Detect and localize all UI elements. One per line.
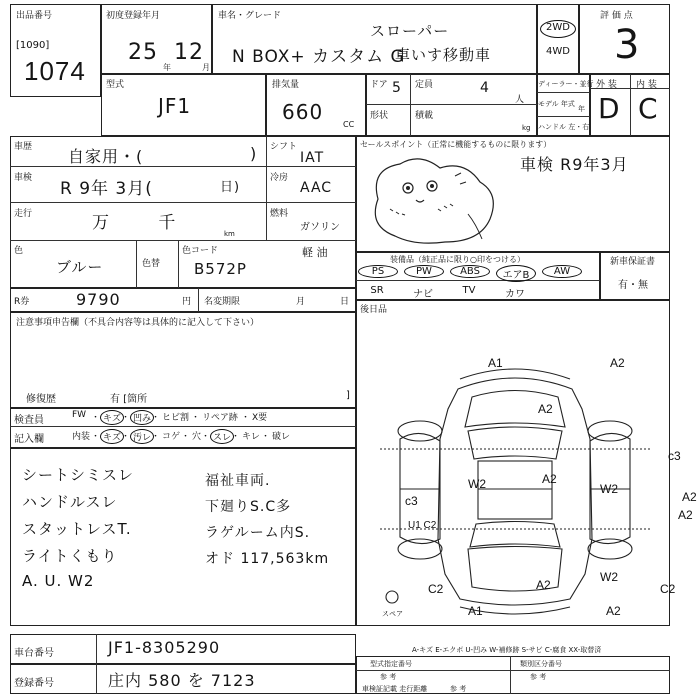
dealer-label: ディーラー・並行 — [538, 80, 594, 88]
notice-label: 注意事項申告欄（不具合内容等は具体的に記入して下さい） — [16, 318, 260, 328]
inspector-row2-item: キズ — [100, 429, 124, 444]
repair-value: 有 [箇所 — [110, 394, 148, 405]
mileage-value: 万 千 — [92, 213, 198, 233]
ref-label-2: 参 考 — [530, 673, 547, 681]
recycle-value: 9790 — [76, 290, 121, 309]
shaken-label: 車検 — [14, 173, 33, 183]
remark-line: 下廻りS.C多 — [205, 499, 292, 515]
remark-line: オド 117,563km — [205, 551, 330, 567]
equipment-option: SR — [370, 285, 384, 296]
inspector-row2-item: 穴 — [192, 432, 202, 442]
type-no-label: 型式指定番号 — [370, 660, 412, 668]
inspector-row1-separator: ・ — [191, 413, 201, 423]
diagram-mark-16: A2 — [606, 604, 621, 618]
inspector-row2-item: スレ — [210, 429, 234, 444]
inspector-row2-separator: ・ — [91, 432, 101, 442]
spare-label: スペア — [382, 610, 403, 618]
inspector-label2: 記入欄 — [14, 434, 44, 445]
capacity-unit: 人 — [515, 95, 525, 105]
inspector-row2-separator: ・ — [151, 432, 161, 442]
load-unit: kg — [522, 124, 531, 132]
first-reg-month-unit: 月 — [202, 63, 210, 72]
cert-label: 車検証記載 走行距離 — [362, 685, 428, 693]
cc-value: 660 — [282, 100, 324, 124]
diagram-mark-17: W2 — [600, 570, 618, 584]
type-value: JF1 — [158, 94, 192, 118]
equipment-option: ナビ — [413, 289, 433, 300]
shape-label: 形状 — [370, 111, 389, 121]
grade-label: 評 価 点 — [600, 11, 633, 21]
title-day: 日 — [340, 297, 350, 307]
color-label: 色 — [14, 246, 24, 256]
ext-label: 外 装 — [596, 80, 617, 90]
repaint-label: 色替 — [142, 259, 161, 269]
diagram-mark-9: U1 C2 — [408, 520, 437, 531]
ext-value: D — [598, 92, 621, 125]
inspector-row2-separator: ・ — [201, 432, 211, 442]
diagram-mark-13: C2 — [660, 582, 676, 596]
shaken-value: R 9年 3月( — [60, 179, 153, 199]
equipment-option: PS — [358, 265, 398, 278]
lot-number: 1074 — [24, 56, 86, 86]
equipment-option: AW — [542, 265, 582, 278]
inspector-row2-separator: ・ — [181, 432, 191, 442]
inspector-row2-separator: ・ — [261, 432, 271, 442]
chassis-label: 車台番号 — [14, 648, 54, 659]
load-label: 積載 — [415, 111, 434, 121]
model-year-label: モデル 年式 — [538, 100, 575, 108]
inspector-row2-item: 破レ — [272, 432, 291, 442]
warranty-yes: 有・無 — [618, 280, 648, 291]
equipment-option: エアB — [496, 265, 536, 282]
doors-value: 5 — [392, 80, 402, 96]
equipment-option: TV — [462, 285, 476, 296]
inspector-row1-item: ヒビ割 — [162, 413, 190, 423]
shift-value: IAT — [300, 150, 325, 166]
type-label: 型式 — [106, 80, 125, 90]
inspector-row1-separator: ・ — [91, 413, 101, 423]
recycle-unit: 円 — [182, 297, 192, 307]
first-reg-label: 初度登録年月 — [106, 11, 161, 21]
ac-label: 冷房 — [270, 173, 289, 183]
inspector-row2-item: キレ — [242, 432, 260, 442]
remark-line: シートシミスレ — [22, 466, 135, 484]
shift-label: シフト — [270, 142, 298, 152]
inspector-row2-item: 内装 — [72, 432, 91, 442]
fuel-diesel: 軽 油 — [302, 246, 328, 259]
inspector-row1-item: キズ — [100, 410, 124, 425]
diagram-mark-6: c3 — [405, 494, 418, 508]
equipment-option: カワ — [505, 289, 525, 300]
diagram-mark-1: A1 — [488, 356, 503, 370]
diagram-mark-14: A2 — [536, 578, 551, 592]
model-name: N BOX+ カスタム G — [232, 47, 405, 67]
remark-line: ラゲルーム内S. — [205, 525, 311, 541]
diagram-mark-7: W2 — [468, 477, 486, 491]
class-no-label: 類別区分番号 — [520, 660, 562, 668]
inspector-row1-separator: ・ — [151, 413, 161, 423]
diagram-mark-11: A2 — [678, 508, 693, 522]
rear-label: 後日品 — [360, 305, 388, 315]
repair-label: 修復歴 — [26, 394, 56, 405]
drive-box — [537, 4, 579, 74]
equipment-label: 装備品（純正品に限り○印をつける） — [390, 255, 525, 264]
doors-label: ドア — [370, 80, 388, 90]
doodle-drawing — [360, 154, 520, 249]
chassis-value: JF1-8305290 — [108, 638, 221, 657]
inspector-row1-item: X要 — [252, 413, 268, 423]
diagram-mark-3: A2 — [538, 402, 553, 416]
warranty-label: 新車保証書 — [610, 257, 656, 267]
remark-line: ライトくもり — [22, 547, 118, 565]
shaken-tail: 日) — [220, 180, 241, 195]
first-reg-year-unit: 年 — [163, 63, 171, 72]
fuel-label: 燃料 — [270, 209, 289, 219]
diagram-mark-2: A2 — [610, 356, 625, 370]
recycle-label: R券 — [14, 297, 30, 307]
model-label: 車名・グレード — [218, 11, 282, 21]
model-year-unit: 年 — [578, 105, 585, 113]
diagram-mark-12: C2 — [428, 582, 444, 596]
model-note2: 車いす移動車 — [395, 46, 492, 64]
inspector-row1-item: リペア跡 — [202, 413, 238, 423]
capacity-value: 4 — [480, 80, 490, 96]
remark-line: スタットレスT. — [22, 520, 132, 538]
mileage-label: 走行 — [14, 209, 33, 219]
fuel-gas: ガソリン — [300, 222, 340, 233]
reg-label: 登録番号 — [14, 678, 54, 689]
drive-4wd: 4WD — [546, 46, 570, 57]
inspector-row1-separator: ・ — [121, 413, 131, 423]
inspector-row2-item: コゲ — [162, 432, 181, 442]
title-month: 月 — [296, 297, 306, 307]
remark-line: ハンドルスレ — [22, 493, 118, 511]
title-label: 名変期限 — [204, 297, 241, 307]
equipment-option: PW — [404, 265, 444, 278]
legend: A-キズ E-エクボ U-凹み W-補修跡 S-サビ C-腐食 XX-取替済 — [412, 646, 602, 654]
handle-label: ハンドル 左・右 — [538, 123, 590, 131]
car-diagram — [360, 349, 670, 624]
cc-label: 排気量 — [272, 80, 300, 90]
first-reg-year: 25 — [128, 40, 158, 65]
remark-line: A. U. W2 — [22, 572, 95, 590]
inspector-row1-separator: ・ — [241, 413, 251, 423]
history-label: 車歴 — [14, 142, 33, 152]
sales-point-value: 車検 R9年3月 — [520, 155, 629, 174]
ref-label-3: 参 考 — [450, 685, 467, 693]
equipment-option: ABS — [450, 265, 490, 278]
color-code-value: B572P — [194, 260, 247, 278]
inspector-label1: 検査員 — [14, 415, 44, 426]
ref-label: 参 考 — [380, 673, 397, 681]
history-close: ) — [250, 144, 258, 163]
color-value: ブルー — [56, 258, 104, 276]
int-value: C — [638, 92, 659, 125]
auction-sheet — [10, 4, 697, 694]
mileage-unit: km — [224, 230, 235, 238]
remark-line: 福祉車両. — [205, 473, 271, 489]
int-label: 内 装 — [636, 80, 657, 90]
drive-2wd: 2WD — [546, 22, 570, 33]
inspector-row2-item: 汚レ — [130, 429, 154, 444]
inspector-row2-separator: ・ — [231, 432, 241, 442]
color-code-label: 色コード — [182, 246, 219, 256]
inspector-row1-item: FW — [72, 410, 87, 420]
capacity-label: 定員 — [415, 80, 434, 90]
diagram-mark-10: A2 — [682, 490, 697, 504]
cc-unit: CC — [343, 120, 355, 129]
ac-value: AAC — [300, 180, 333, 196]
model-note1: スローパー — [370, 22, 450, 40]
diagram-mark-4: A2 — [542, 472, 557, 486]
sales-point-label: セールスポイント（正常に機能するものに限ります） — [360, 140, 552, 149]
lot-code: [1090] — [16, 40, 50, 51]
diagram-mark-8: W2 — [600, 482, 618, 496]
diagram-mark-15: A1 — [468, 604, 483, 618]
first-reg-month: 12 — [174, 40, 204, 65]
inspector-row2-separator: ・ — [121, 432, 131, 442]
reg-value: 庄内 580 を 7123 — [108, 671, 256, 690]
inspector-row1-item: 凹み — [130, 410, 154, 425]
grade-value: 3 — [614, 22, 641, 68]
repair-close: ] — [346, 390, 350, 401]
diagram-mark-5: c3 — [668, 449, 681, 463]
lot-label: 出品番号 — [16, 11, 53, 21]
history-value: 自家用・( — [68, 147, 144, 166]
